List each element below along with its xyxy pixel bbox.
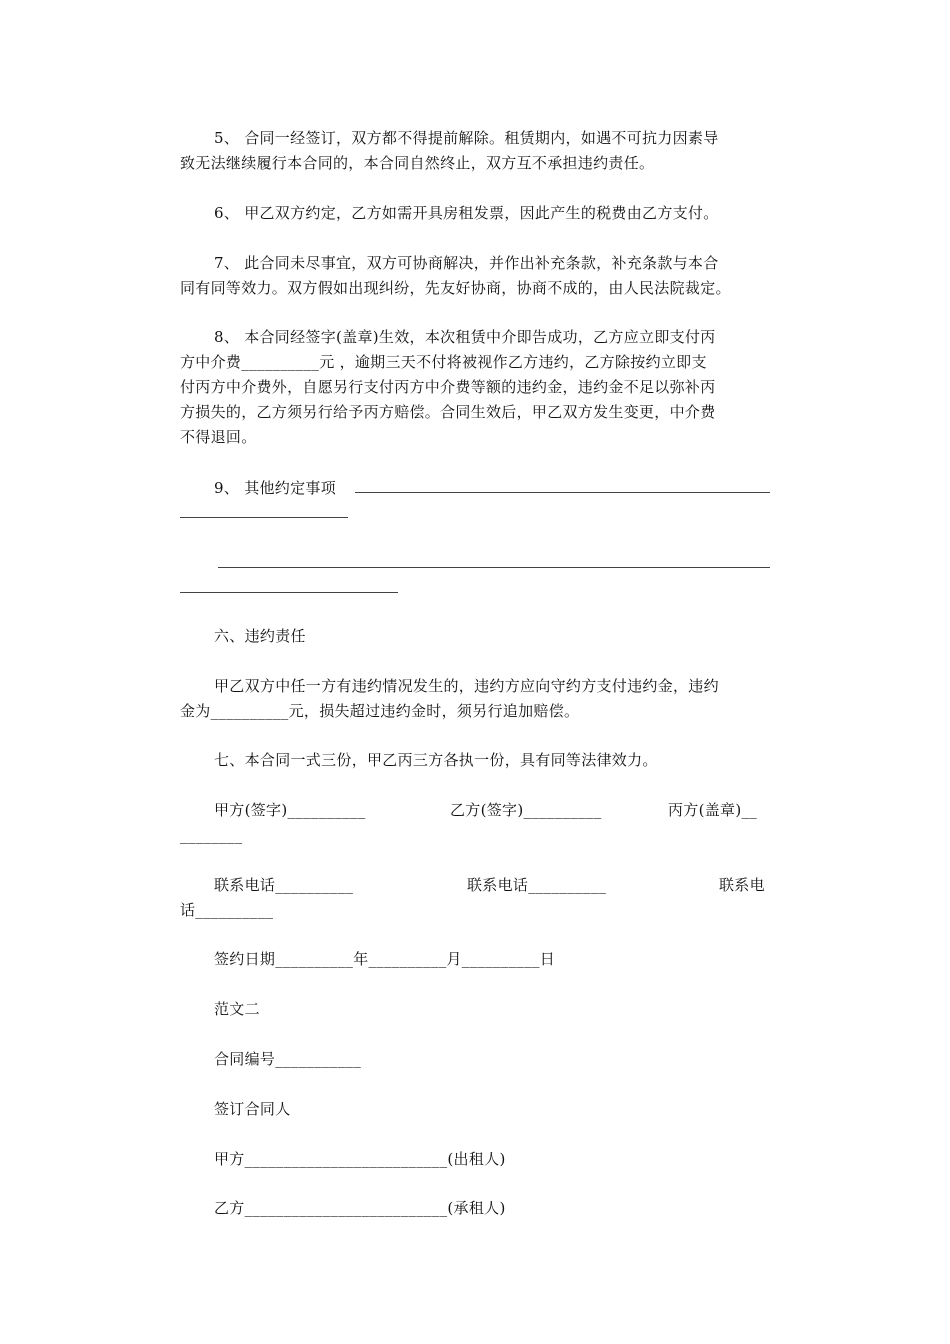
party-c-phone: 联系电 bbox=[719, 876, 765, 894]
clause-8-line-4: 方损失的，乙方须另行给予丙方赔偿。合同生效后，甲乙双方发生变更，中介费 bbox=[180, 403, 716, 421]
lessee-line: 乙方__________________________(承租人) bbox=[214, 1199, 506, 1217]
party-c-seal: 丙方(盖章)__ bbox=[668, 801, 758, 819]
clause-5-line-2: 致无法继续履行本合同的，本合同自然终止，双方互不承担违约责任。 bbox=[180, 154, 655, 172]
clause-9-label: 9、 其他约定事项 bbox=[214, 479, 337, 497]
clause-8-line-3: 付丙方中介费外，自愿另行支付丙方中介费等额的违约金，违约金不足以弥补丙 bbox=[180, 378, 716, 396]
section-6-title: 六、违约责任 bbox=[214, 627, 306, 645]
section-6-line-2: 金为__________元，损失超过违约金时，须另行追加赔偿。 bbox=[180, 702, 580, 720]
clause-8-line-2: 方中介费__________元 ，逾期三天不付将被视作乙方违约，乙方除按约立即支 bbox=[180, 353, 707, 371]
party-a-signature: 甲方(签字)__________ bbox=[214, 801, 366, 819]
clause-7-line-1: 7、 此合同未尽事宜，双方可协商解决，并作出补充条款，补充条款与本合 bbox=[214, 254, 719, 272]
clause-9-blank-line-3 bbox=[218, 567, 770, 568]
clause-6-line-1: 6、 甲乙双方约定，乙方如需开具房租发票，因此产生的税费由乙方支付。 bbox=[214, 204, 719, 222]
clause-8-line-1: 8、 本合同经签字(盖章)生效，本次租赁中介即告成功，乙方应立即支付丙 bbox=[214, 328, 716, 346]
template-2-title: 范文二 bbox=[214, 1000, 260, 1018]
clause-8-line-5: 不得退回。 bbox=[180, 428, 257, 446]
party-c-phone-continued: 话__________ bbox=[180, 901, 274, 919]
clause-7-line-2: 同有同等效力。双方假如出现纠纷，先友好协商，协商不成的，由人民法院裁定。 bbox=[180, 279, 731, 297]
party-b-phone: 联系电话__________ bbox=[467, 876, 607, 894]
lessor-line: 甲方__________________________(出租人) bbox=[214, 1150, 506, 1168]
clause-9-blank-line-2 bbox=[180, 517, 348, 518]
section-7-line-1: 七、本合同一式三份，甲乙丙三方各执一份，具有同等法律效力。 bbox=[214, 751, 658, 769]
contract-number: 合同编号___________ bbox=[214, 1050, 362, 1068]
contract-signers: 签订合同人 bbox=[214, 1100, 291, 1118]
clause-9-blank-line-1 bbox=[355, 492, 770, 493]
party-b-signature: 乙方(签字)__________ bbox=[450, 801, 602, 819]
clause-5-line-1: 5、 合同一经签订，双方都不得提前解除。租赁期内，如遇不可抗力因素导 bbox=[214, 129, 719, 147]
section-6-line-1: 甲乙双方中任一方有违约情况发生的，违约方应向守约方支付违约金，违约 bbox=[214, 677, 719, 695]
party-a-phone: 联系电话__________ bbox=[214, 876, 354, 894]
signing-date: 签约日期__________年__________月__________日 bbox=[214, 950, 556, 968]
party-c-seal-continued: ________ bbox=[180, 826, 243, 844]
clause-9-blank-line-4 bbox=[180, 592, 398, 593]
